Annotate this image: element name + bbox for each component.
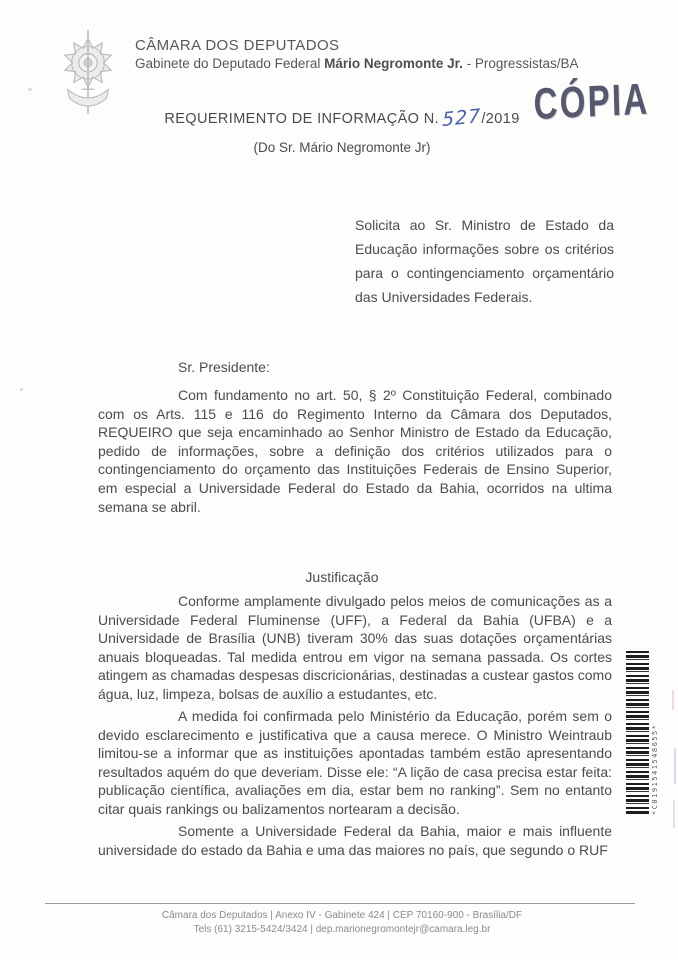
scan-artifact	[28, 88, 32, 91]
copy-stamp: CÓPIA	[533, 74, 650, 129]
author-line: (Do Sr. Mário Negromonte Jr)	[253, 140, 431, 155]
justification-paragraph: A medida foi confirmada pelo Ministério da Educação, porém sem o devido esclarecimento e justificativa que a causa merece. O Ministro Weintraub limitou-se a informar que as instituições apontadas também estão apresentando resultados aquém do que deveriam. Disse ele: “A lição de casa precisa estar feita: publicação científica, avaliações em dia, estar bem no ranking”. Sem no entanto citar quais rankings ou balizamentos nortearam a decisão.	[98, 708, 612, 817]
scan-artifact	[674, 748, 676, 784]
ementa-paragraph: Solicita ao Sr. Ministro de Estado da Educação informações sobre os critérios para o contingenciamento orçamentário das Universidades Federais.	[355, 217, 614, 305]
title-year: /2019	[481, 111, 520, 127]
office-prefix: Gabinete do Deputado Federal	[135, 56, 325, 71]
footer-contact: Tels (61) 3215-5424/3424 | dep.marionegromontejr@camara.leg.br	[193, 924, 491, 935]
handwritten-number: 527	[442, 104, 482, 132]
office-suffix: - Progressistas/BA	[462, 56, 579, 71]
justification-paragraph: Somente a Universidade Federal da Bahia, maior e mais influente universidade do estado da Bahia e uma das maiores no país, que segundo o RUF	[98, 823, 612, 858]
justification-heading: Justificação	[305, 569, 379, 585]
footer	[64, 909, 620, 937]
scan-artifact	[20, 388, 23, 391]
barcode-bars	[626, 651, 649, 815]
request-paragraph: Com fundamento no art. 50, § 2º Constituição Federal, combinado com os Arts. 115 e 116 do Regimento Interno da Câmara dos Deputados, REQUEIRO que seja encaminhado ao Senhor Ministro de Estado da Educação, pedido de informações, sobre a definição dos critérios utilizados para o contingenciamento do orçamento das Instituições Federais de Ensino Superior, em especial a Universidade Federal do Estado da Bahia, ocorridos na ultima semana se abril.	[98, 387, 612, 515]
justification-paragraph: Conforme amplamente divulgado pelos meios de comunicações as a Universidade Federal Fluminense (UFF), a Federal da Bahia (UFBA) e a Universidade de Brasília (UNB) tiveram 30% das suas dotações orçamentárias anuais bloqueadas. Tal medida entrou em vigor na semana passada. Os cortes atingem as chamadas despesas discricionárias, destinadas a custear gastos como água, luz, limpeza, bolsas de auxílio a estudantes, etc.	[98, 593, 612, 702]
barcode	[626, 651, 662, 815]
scan-artifact	[672, 690, 674, 710]
deputy-name: Mário Negromonte Jr.	[324, 56, 463, 71]
salutation: Sr. Presidente:	[178, 359, 270, 375]
footer-divider	[45, 903, 635, 904]
office-line	[135, 56, 578, 71]
footer-address: Câmara dos Deputados | Anexo IV - Gabinete 424 | CEP 70160-900 - Brasília/DF	[161, 910, 523, 921]
org-name: CÂMARA DOS DEPUTADOS	[135, 37, 340, 54]
scan-artifact	[673, 800, 675, 828]
barcode-label: *C0191541548655*	[651, 723, 659, 815]
title-label: REQUERIMENTO DE INFORMAÇÃO N.	[164, 111, 440, 127]
